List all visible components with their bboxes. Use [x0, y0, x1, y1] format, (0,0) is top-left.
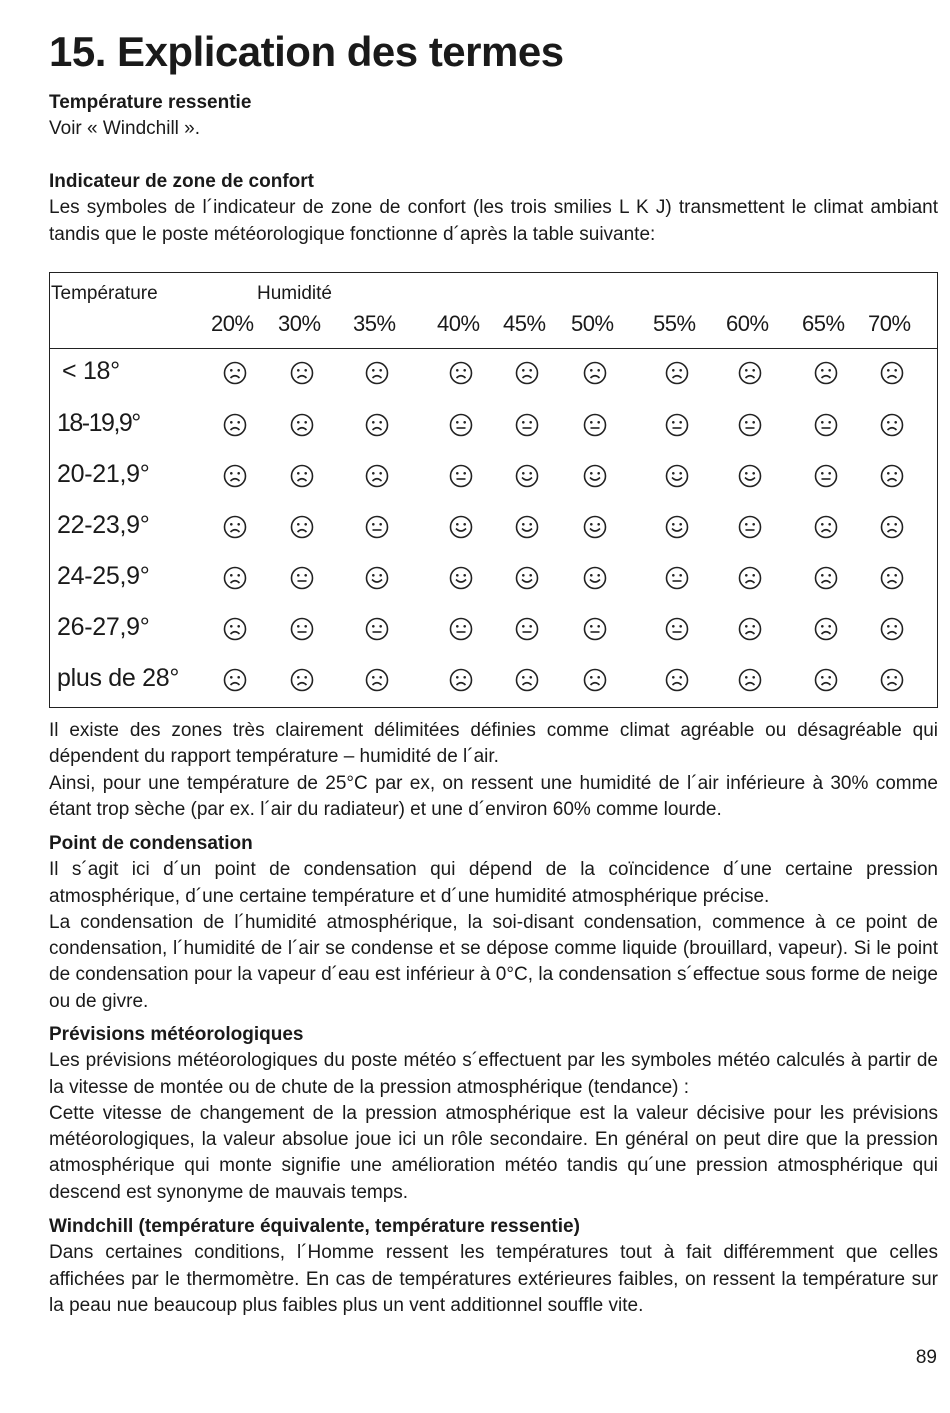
humidity-column-label: 50%: [571, 311, 614, 336]
sad-face-icon: [665, 668, 689, 692]
neutral-face-icon: [665, 413, 689, 437]
comfort-zone-table: [49, 272, 938, 708]
sad-face-icon: [880, 617, 904, 641]
sad-face-icon: [880, 464, 904, 488]
happy-face-icon: [665, 464, 689, 488]
sad-face-icon: [290, 515, 314, 539]
sad-face-icon: [583, 668, 607, 692]
neutral-face-icon: [449, 464, 473, 488]
sad-face-icon: [665, 361, 689, 385]
after-table-text: [49, 718, 938, 823]
humidity-header: Humidité: [257, 283, 332, 304]
temperature-row-label: 24-25,9°: [57, 562, 150, 590]
sad-face-icon: [365, 361, 389, 385]
section-previsions: [49, 1022, 938, 1206]
humidity-column-label: 60%: [726, 311, 769, 336]
neutral-face-icon: [738, 515, 762, 539]
humidity-column-label: 45%: [503, 311, 546, 336]
sad-face-icon: [814, 566, 838, 590]
page-title: 15. Explication des termes: [49, 28, 564, 75]
temperature-row-label: 18-19,9°: [57, 409, 140, 437]
section-heading: Windchill (température équivalente, température ressentie): [49, 1216, 580, 1237]
sad-face-icon: [223, 566, 247, 590]
sad-face-icon: [515, 668, 539, 692]
temperature-row-label: 20-21,9°: [57, 460, 150, 488]
sad-face-icon: [880, 566, 904, 590]
neutral-face-icon: [365, 617, 389, 641]
sad-face-icon: [515, 361, 539, 385]
section-text: Voir « Windchill ».: [49, 118, 201, 140]
humidity-column-label: 70%: [868, 311, 911, 336]
neutral-face-icon: [814, 413, 838, 437]
temperature-row-label: 26-27,9°: [57, 613, 150, 641]
neutral-face-icon: [515, 413, 539, 437]
sad-face-icon: [738, 361, 762, 385]
section-zone-confort: [49, 169, 938, 248]
sad-face-icon: [223, 668, 247, 692]
sad-face-icon: [814, 515, 838, 539]
paragraph: Ainsi, pour une température de 25°C par ex, on ressent une humidité de l´air inférieure à 30% comme étant trop sèche (par ex. l´air du radiateur) et une d´environ 60% comme lourde.: [49, 772, 938, 820]
temperature-row-label: 22-23,9°: [57, 511, 150, 539]
sad-face-icon: [738, 617, 762, 641]
humidity-column-label: 35%: [353, 311, 396, 336]
neutral-face-icon: [365, 515, 389, 539]
neutral-face-icon: [665, 566, 689, 590]
temperature-row-label: plus de 28°: [57, 664, 180, 692]
paragraph: Les prévisions météorologiques du poste météo s´effectuent par les symboles météo calculés à partir de la vitesse de montée ou de chute de la pression atmosphérique (tendance) :: [49, 1050, 938, 1098]
section-heading: Température ressentie: [49, 92, 252, 113]
neutral-face-icon: [583, 413, 607, 437]
paragraph: La condensation de l´humidité atmosphérique, la soi-disant condensation, commence à ce point de condensation, l´humidité de l´air se condense et se dépose comme liquide (brouillard, vapeur). Si le point de condensation pour la vapeur d´eau est inférieur à 0°C, la condensation s´effectue sous forme de neige ou de givre.: [49, 911, 938, 1012]
neutral-face-icon: [583, 617, 607, 641]
humidity-column-label: 20%: [211, 311, 254, 336]
neutral-face-icon: [449, 617, 473, 641]
happy-face-icon: [583, 515, 607, 539]
paragraph: Il existe des zones très clairement délimitées définies comme climat agréable ou désagréable qui dépendent du rapport température – humidité de l´air.: [49, 720, 938, 768]
paragraph: Cette vitesse de changement de la pression atmosphérique est la valeur décisive pour les prévisions météorologiques, la valeur absolue joue ici un rôle secondaire. En général on peut dire que la pression atmosphérique qui monte signifie une amélioration météo tandis qu´une pression atmosphérique qui descend est synonyme de mauvais temps.: [49, 1102, 938, 1203]
neutral-face-icon: [814, 464, 838, 488]
happy-face-icon: [449, 515, 473, 539]
sad-face-icon: [223, 515, 247, 539]
humidity-column-label: 55%: [653, 311, 696, 336]
neutral-face-icon: [738, 413, 762, 437]
sad-face-icon: [290, 413, 314, 437]
sad-face-icon: [223, 361, 247, 385]
sad-face-icon: [880, 515, 904, 539]
happy-face-icon: [365, 566, 389, 590]
sad-face-icon: [880, 361, 904, 385]
sad-face-icon: [738, 566, 762, 590]
sad-face-icon: [365, 413, 389, 437]
sad-face-icon: [223, 413, 247, 437]
neutral-face-icon: [665, 617, 689, 641]
humidity-column-label: 65%: [802, 311, 845, 336]
neutral-face-icon: [449, 413, 473, 437]
sad-face-icon: [880, 668, 904, 692]
happy-face-icon: [515, 464, 539, 488]
neutral-face-icon: [290, 566, 314, 590]
humidity-column-label: 30%: [278, 311, 321, 336]
page-number: 89: [915, 1347, 937, 1368]
sad-face-icon: [223, 617, 247, 641]
sad-face-icon: [290, 668, 314, 692]
happy-face-icon: [515, 515, 539, 539]
sad-face-icon: [290, 361, 314, 385]
sad-face-icon: [449, 668, 473, 692]
section-heading: Point de condensation: [49, 833, 253, 854]
humidity-column-label: 40%: [437, 311, 480, 336]
temperature-header: Température: [51, 283, 158, 304]
section-heading: Prévisions météorologiques: [49, 1024, 304, 1045]
sad-face-icon: [738, 668, 762, 692]
sad-face-icon: [583, 361, 607, 385]
paragraph: Il s´agit ici d´un point de condensation qui dépend de la coïncidence d´une certaine pression atmosphérique, d´une certaine température et d´une humidité atmosphérique précise.: [49, 859, 938, 907]
section-point-condensation: [49, 831, 938, 1015]
sad-face-icon: [814, 361, 838, 385]
neutral-face-icon: [515, 617, 539, 641]
neutral-face-icon: [290, 617, 314, 641]
happy-face-icon: [515, 566, 539, 590]
sad-face-icon: [449, 361, 473, 385]
sad-face-icon: [223, 464, 247, 488]
sad-face-icon: [880, 413, 904, 437]
section-windchill: [49, 1214, 938, 1319]
sad-face-icon: [814, 668, 838, 692]
happy-face-icon: [738, 464, 762, 488]
sad-face-icon: [290, 464, 314, 488]
temperature-row-label: < 18°: [62, 357, 120, 385]
header-divider: [50, 348, 937, 349]
happy-face-icon: [665, 515, 689, 539]
sad-face-icon: [365, 668, 389, 692]
paragraph: Dans certaines conditions, l´Homme ressent les températures tout à fait différemment que celles affichées par le thermomètre. En cas de températures extérieures faibles, on ressent la température sur la peau nue beaucoup plus faibles plus un vent additionnel souffle vite.: [49, 1242, 938, 1316]
happy-face-icon: [583, 566, 607, 590]
happy-face-icon: [449, 566, 473, 590]
happy-face-icon: [583, 464, 607, 488]
sad-face-icon: [365, 464, 389, 488]
section-text: Les symboles de l´indicateur de zone de confort (les trois smilies L K J) transmettent le climat ambiant tandis que le poste météorologique fonctionne d´après la table suivante:: [49, 197, 938, 245]
sad-face-icon: [814, 617, 838, 641]
section-temperature-ressentie: [49, 90, 938, 143]
section-heading: Indicateur de zone de confort: [49, 171, 314, 192]
